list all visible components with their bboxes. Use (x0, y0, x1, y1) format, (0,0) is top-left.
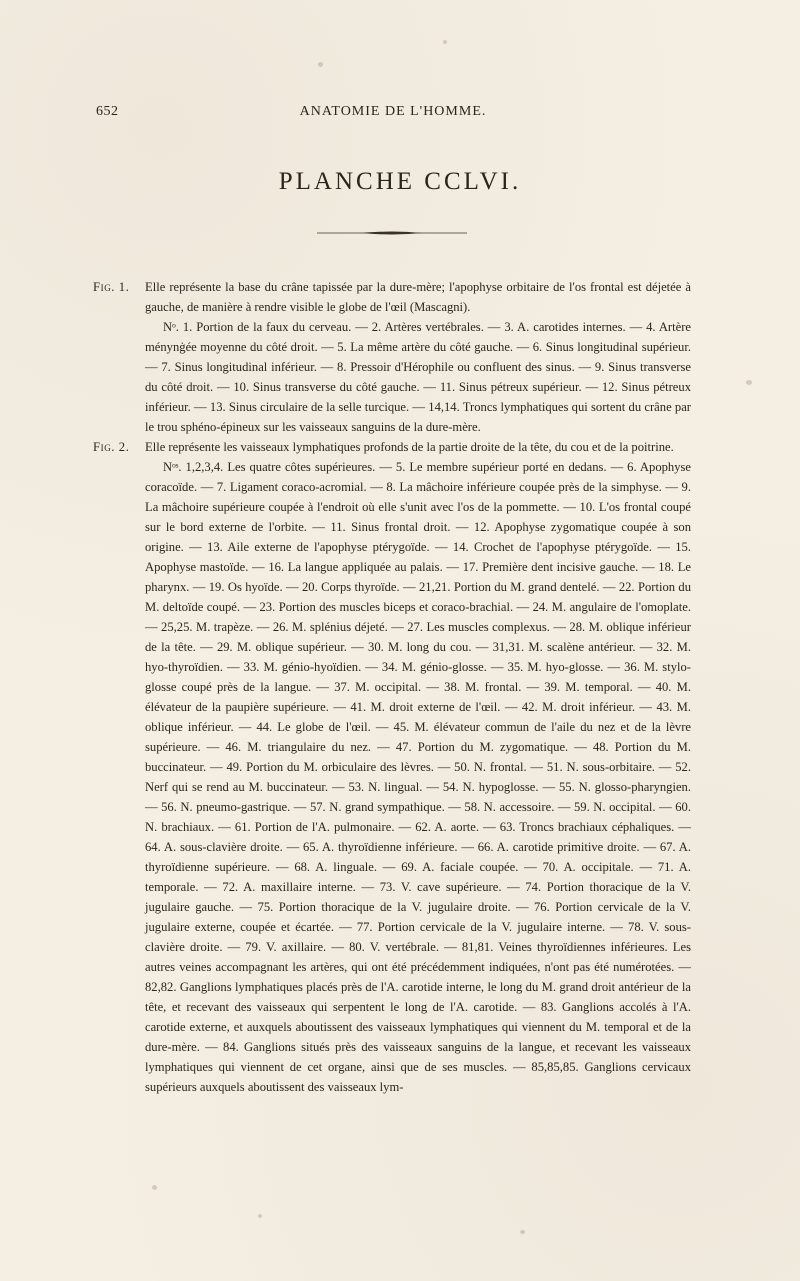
figure-2-legend: Nᵒˢ. 1,2,3,4. Les quatre côtes supérieures. — 5. Le membre supérieur porté en dedans. — 6. Apophyse coracoïde. — 7. Ligament coraco-acromial. — 8. La mâchoire inférieure coupée près de la simphyse. — 9. La mâchoire supérieure coupée à l'endroit où elle s'unit avec l'os de la pommette. — 10. L'os frontal coupé sur le bord externe de l'orbite. — 11. Sinus frontal droit. — 12. Apophyse zygomatique coupée à son origine. — 13. Aile externe de l'apophyse ptérygoïde. — 14. Crochet de l'apophyse ptérygoïde. — 15. Apophyse mastoïde. — 16. La langue appliquée au palais. — 17. Première dent incisive gauche. — 18. Le pharynx. — 19. Os hyoïde. — 20. Corps thyroïde. — 21,21. Portion du M. grand dentelé. — 22. Portion du M. deltoïde coupé. — 23. Portion des muscles biceps et coraco-brachial. — 24. M. angulaire de l'omoplate. — 25,25. M. trapèze. — 26. M. splénius déjeté. — 27. Les muscles complexus. — 28. M. oblique inférieur de la tête. — 29. M. oblique supérieur. — 30. M. long du cou. — 31,31. M. scalène antérieur. — 32. M. hyo-thyroïdien. — 33. M. génio-hyoïdien. — 34. M. génio-glosse. — 35. M. hyo-glosse. — 36. M. stylo-glosse coupé près de la langue. — 37. M. occipital. — 38. M. frontal. — 39. M. temporal. — 40. M. élévateur de la paupière supérieure. — 41. M. droit externe de l'œil. — 42. M. droit inférieur. — 43. M. oblique inférieur. — 44. Le globe de l'œil. — 45. M. élévateur commun de l'aile du nez et de la lèvre supérieure. — 46. M. triangulaire du nez. — 47. Portion du M. zygomatique. — 48. Portion du M. buccinateur. — 49. Portion du M. orbiculaire des lèvres. — 50. N. frontal. — 51. N. sous-orbitaire. — 52. Nerf qui se rend au M. buccinateur. — 53. N. lingual. — 54. N. hypoglosse. — 55. N. glosso-pharyngien. — 56. N. pneumo-gastrique. — 57. N. grand sympathique. — 58. N. accessoire. — 59. N. occipital. — 60. N. brachiaux. — 61. Portion de l'A. pulmonaire. — 62. A. aorte. — 63. Troncs brachiaux céphaliques. — 64. A. sous-clavière droite. — 65. A. thyroïdienne inférieure. — 66. A. carotide primitive droite. — 67. A. thyroïdienne supérieure. — 68. A. linguale. — 69. A. faciale coupée. — 70. A. occipitale. — 71. A. temporale. — 72. A. maxillaire interne. — 73. V. cave supérieure. — 74. Portion thoracique de la V. jugulaire gauche. — 75. Portion thoracique de la V. jugulaire droite. — 76. Portion cervicale de la V. jugulaire externe, coupée et écartée. — 77. Portion cervicale de la V. jugulaire interne. — 78. V. sous-clavière droite. — 79. V. axillaire. — 80. V. vertébrale. — 81,81. Veines thyroïdiennes inférieures. Les autres veines accompagnant les artères, qui ont été précédemment indiquées, n'ont pas été numérotées. — 82,82. Ganglions lymphatiques placés près de l'A. carotide interne, le long du M. grand droit antérieur de la tête, et recevant des vaisseaux qui serpentent le long de l'A. carotide. — 83. Ganglions accolés à l'A. carotide externe, et auxquels aboutissent des vaisseaux lymphatiques qui viennent du M. temporal et de la dure-mère. — 84. Ganglions situés près des vaisseaux sanguins de la langue, et recevant les vaisseaux lymphatiques qui viennent de cet organe, ainsi que de ses muscles. — 85,85,85. Ganglions cervicaux supérieurs auxquels aboutissent des vaisseaux lym- (145, 460, 691, 1094)
ornamental-rule (317, 230, 467, 236)
plate-title: PLANCHE CCLVI. (278, 168, 522, 195)
paper-speck (152, 1185, 157, 1190)
figure-1-legend: Nᵒ. 1. Portion de la faux du cerveau. — 2. Artères vertébrales. — 3. A. carotides internes. — 4. Artère ménynġée moyenne du côté droit. — 5. La même artère du côté gauche. — 6. Sinus longitudinal supérieur. — 7. Sinus longitudinal inférieur. — 8. Pressoir d'Hérophile ou confluent des sinus. — 9. Sinus transverse du côté droit. — 10. Sinus transverse du côté gauche. — 11. Sinus pétreux supérieur. — 12. Sinus pétreux inférieur. — 13. Sinus circulaire de la selle turcique. — 14,14. Troncs lymphatiques qui sortent du crâne par le trou sphéno-épineux sur les vaisseaux sanguins de la dure-mère. (145, 320, 691, 434)
paper-speck (746, 380, 752, 385)
paper-speck (443, 40, 447, 44)
paper-speck (520, 1230, 525, 1234)
figure-1-entry: Fig. 1. Elle représente la base du crâne tapissée par la dure-mère; l'apophyse orbitaire de l'os frontal est déjetée à gauche, de manière à rendre visible le globe de l'œil (Mascagni). Nᵒ. 1. Portion de la faux du cerveau. — 2. Artères vertébrales. — 3. A. carotides internes. — 4. Artère ménynġée moyenne du côté droit. — 5. La même artère du côté gauche. — 6. Sinus longitudinal supérieur. — 7. Sinus longitudinal inférieur. — 8. Pressoir d'Hérophile ou confluent des sinus. — 9. Sinus transverse du côté droit. — 10. Sinus transverse du côté gauche. — 11. Sinus pétreux supérieur. — 12. Sinus pétreux inférieur. — 13. Sinus circulaire de la selle turcique. — 14,14. Troncs lymphatiques qui sortent du crâne par le trou sphéno-épineux sur les vaisseaux sanguins de la dure-mère. (93, 277, 691, 437)
figure-2-entry: Fig. 2. Elle représente les vaisseaux lymphatiques profonds de la partie droite de la tête, du cou et de la poitrine. Nᵒˢ. 1,2,3,4. Les quatre côtes supérieures. — 5. Le membre supérieur porté en dedans. — 6. Apophyse coracoïde. — 7. Ligament coraco-acromial. — 8. La mâchoire inférieure coupée près de la simphyse. — 9. La mâchoire supérieure coupée à l'endroit où elle s'unit avec l'os de la pommette. — 10. L'os frontal coupé sur le bord externe de l'orbite. — 11. Sinus frontal droit. — 12. Apophyse zygomatique coupée à son origine. — 13. Aile externe de l'apophyse ptérygoïde. — 14. Crochet de l'apophyse ptérygoïde. — 15. Apophyse mastoïde. — 16. La langue appliquée au palais. — 17. Première dent incisive gauche. — 18. Le pharynx. — 19. Os hyoïde. — 20. Corps thyroïde. — 21,21. Portion du M. grand dentelé. — 22. Portion du M. deltoïde coupé. — 23. Portion des muscles biceps et coraco-brachial. — 24. M. angulaire de l'omoplate. — 25,25. M. trapèze. — 26. M. splénius déjeté. — 27. Les muscles complexus. — 28. M. oblique inférieur de la tête. — 29. M. oblique supérieur. — 30. M. long du cou. — 31,31. M. scalène antérieur. — 32. M. hyo-thyroïdien. — 33. M. génio-hyoïdien. — 34. M. génio-glosse. — 35. M. hyo-glosse. — 36. M. stylo-glosse coupé près de la langue. — 37. M. occipital. — 38. M. frontal. — 39. M. temporal. — 40. M. élévateur de la paupière supérieure. — 41. M. droit externe de l'œil. — 42. M. droit inférieur. — 43. M. oblique inférieur. — 44. Le globe de l'œil. — 45. M. élévateur commun de l'aile du nez et de la lèvre supérieure. — 46. M. triangulaire du nez. — 47. Portion du M. zygomatique. — 48. Portion du M. buccinateur. — 49. Portion du M. orbiculaire des lèvres. — 50. N. frontal. — 51. N. sous-orbitaire. — 52. Nerf qui se rend au M. buccinateur. — 53. N. lingual. — 54. N. hypoglosse. — 55. N. glosso-pharyngien. — 56. N. pneumo-gastrique. — 57. N. grand sympathique. — 58. N. accessoire. — 59. N. occipital. — 60. N. brachiaux. — 61. Portion de l'A. pulmonaire. — 62. A. aorte. — 63. Troncs brachiaux céphaliques. — 64. A. sous-clavière droite. — 65. A. thyroïdienne inférieure. — 66. A. carotide primitive droite. — 67. A. thyroïdienne supérieure. — 68. A. linguale. — 69. A. faciale coupée. — 70. A. occipitale. — 71. A. temporale. — 72. A. maxillaire interne. — 73. V. cave supérieure. — 74. Portion thoracique de la V. jugulaire gauche. — 75. Portion thoracique de la V. jugulaire droite. — 76. Portion cervicale de la V. jugulaire externe, coupée et écartée. — 77. Portion cervicale de la V. jugulaire interne. — 78. V. sous-clavière droite. — 79. V. axillaire. — 80. V. vertébrale. — 81,81. Veines thyroïdiennes inférieures. Les autres veines accompagnant les artères, qui ont été précédemment indiquées, n'ont pas été numérotées. — 82,82. Ganglions lymphatiques placés près de l'A. carotide interne, le long du M. grand droit antérieur de la tête, et recevant des vaisseaux qui serpentent le long de l'A. carotide. — 83. Ganglions accolés à l'A. carotide externe, et auxquels aboutissent des vaisseaux lymphatiques qui viennent du M. temporal et de la dure-mère. — 84. Ganglions situés près des vaisseaux sanguins de la langue, et recevant les vaisseaux lymphatiques qui viennent de cet organe, ainsi que de ses muscles. — 85,85,85. Ganglions cervicaux supérieurs auxquels aboutissent des vaisseaux lym- (93, 437, 691, 1097)
running-title: ANATOMIE DE L'HOMME. (299, 104, 487, 119)
paper-speck (318, 62, 323, 67)
paper-speck (258, 1214, 262, 1218)
figure-2-description: Elle représente les vaisseaux lymphatiques profonds de la partie droite de la tête, du cou et de la poitrine. (145, 440, 674, 454)
plate-description (93, 277, 691, 1097)
page-number: 652 (96, 104, 119, 119)
running-head (96, 104, 690, 124)
figure-1-description: Elle représente la base du crâne tapissée par la dure-mère; l'apophyse orbitaire de l'os frontal est déjetée à gauche, de manière à rendre visible le globe de l'œil (Mascagni). (145, 280, 691, 314)
